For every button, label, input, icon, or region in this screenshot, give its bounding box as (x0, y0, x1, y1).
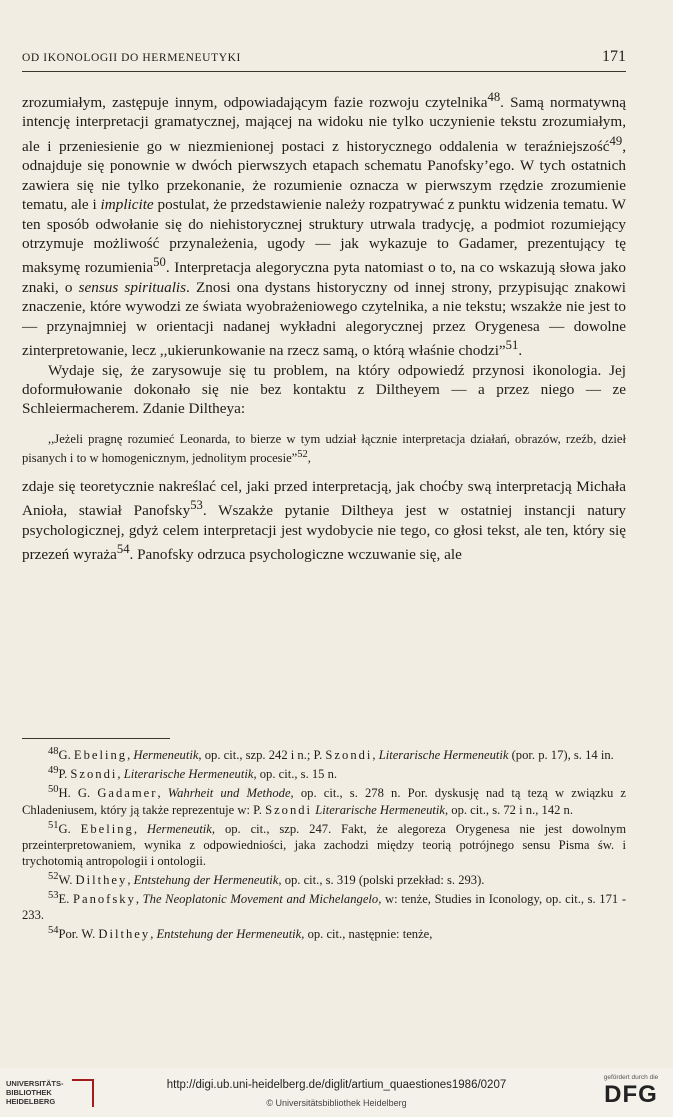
footnote: $^{49}$P. Szondi, Literarische Hermeneutik, op. cit., s. 15 n. (48, 765, 338, 782)
paragraph-2: Wydaje się, że zarysowuje się tu problem, na który odpowiedź przynosi ikonologia. Jej doformułowanie dokonało się nie bez kontaktu z Diltheyem — a przez niego — ze Schleiermacherem. Zdanie Diltheya: (22, 361, 626, 418)
footnote: $^{48}$G. Ebeling, Hermeneutik, op. cit., szp. 242 i n.; P. Szondi, Literarische Hermeneutik (por. p. 17), s. 14 in. (48, 746, 614, 763)
permalink-url[interactable]: http://digi.ub.uni-heidelberg.de/diglit/artium_quaestiones1986/0207 (166, 1079, 507, 1091)
footnote: $^{50}$H. G. Gadamer, Wahrheit und Methode, op. cit., s. 278 n. Por. dyskusję nad tą tezą w związku z Chladeniusem, który ją także reprezentuje w: P. Szondi Literarische Hermeneutik, op. cit., s. 72 i n., 142 n. (22, 784, 626, 817)
footnotes (22, 744, 626, 942)
footnote-title: Wahrheit und Methode (167, 786, 291, 801)
block-quote: ,,Jeżeli pragnę rozumieć Leonarda, to bierze w tym udział łącznie interpretacja działań, obrazów, rzeźb, dzieł pisanych i to w homogenicznym, jednolitym procesie”$^{52}$, (22, 431, 626, 465)
running-header (22, 45, 626, 72)
footnote-author: Szondi (70, 767, 118, 782)
footnote-author: Szondi (265, 802, 313, 817)
footer-bar (0, 1068, 673, 1117)
footnote-title: Hermeneutik (146, 821, 212, 836)
footnote-title: The Neoplatonic Movement and Michelangelo (142, 892, 379, 907)
footnote-author: Szondi (325, 748, 373, 763)
footnote: $^{51}$G. Ebeling, Hermeneutik, op. cit., szp. 247. Fakt, że alegoreza Orygenesa nie jest dowolnym przeinterpretowaniem, wynika z odpowiedniości, jaka zachodzi między teorią potrójnego sensu Pisma św. i trychotomią antropologii i ontologii. (22, 819, 626, 868)
footnote: $^{52}$W. Dilthey, Entstehung der Hermeneutik, op. cit., s. 319 (polski przekład: s. 293). (48, 870, 485, 887)
copyright: © Universitätsbibliothek Heidelberg (266, 1098, 407, 1108)
footnote-title: Literarische Hermeneutik (123, 767, 254, 782)
footnote-number: 52 (48, 870, 59, 882)
footnote-ref[interactable]: 50 (153, 255, 166, 270)
body-text (22, 88, 626, 565)
footnote-number: 50 (48, 784, 59, 796)
running-title: OD IKONOLOGII DO HERMENEUTYKI (22, 52, 241, 64)
footnote: $^{53}$E. Panofsky, The Neoplatonic Movement and Michelangelo, w: tenże, Studies in Iconology, op. cit., s. 171 - 233. (22, 889, 627, 923)
dfg-logo[interactable]: gefördert durch die DFG (603, 1074, 659, 1108)
footnote-ref[interactable]: 48 (487, 90, 501, 104)
footnote-title: Entstehung der Hermeneutik (133, 872, 279, 887)
footnote-author: Ebeling (80, 821, 134, 836)
footnote-author: Dilthey (75, 872, 128, 887)
footnote-number: 49 (48, 765, 59, 777)
footnote-ref[interactable]: 52 (297, 448, 308, 460)
paragraph-3: zdaje się teoretycznie nakreślać cel, jaki przed interpretacją, jak choćby swą interpretacją Michała Anioła, stawiał Panofsky$^{53}$. Wszakże pytanie Diltheya jest w ostatniej instancji natury psychologicznej, gdyż celem interpretacji jest wydobycie nie tego, co głosi tekst, ale ten, który się przezeń wyraża$^{54}$. Panofsky odrzuca psychologiczne wczuwanie się, ale (22, 477, 626, 564)
footnote-ref[interactable]: 49 (609, 133, 623, 148)
footnote-ref[interactable]: 53 (190, 498, 203, 513)
footnote-author: Ebeling (73, 748, 128, 763)
footnote-title: Literarische Hermeneutik (378, 748, 509, 763)
footnote-number: 54 (48, 925, 59, 937)
footnote-number: 53 (48, 889, 59, 901)
footnote-author: Panofsky (72, 892, 136, 907)
footnote-title: Hermeneutik (133, 748, 199, 763)
page-number: 171 (602, 48, 626, 65)
footnote-number: 48 (48, 746, 59, 757)
footnote-number: 51 (48, 819, 59, 831)
paragraph-1: zrozumiałym, zastępuje innym, odpowiadającym fazie rozwoju czytelnika$^{48}$. Samą normatywną intencję interpretacji gramatycznej, mającej na widoku nie tylko uczynienie tekstu zrozumiałym, ale i przeniesienie go w niezmienionej postaci z historycznego oddalenia w teraźniejszość$^{49}$, odnajduje się ponownie w dwóch pierwszych etapach schematu Panofsky’ego. W tych ostatnich zawiera się nie tylko przekonanie, że rozumienie oznacza w pierwszym rzędzie zrozumienie tematu, ale i implicite postulat, że przedstawienie należy rozpatrywać z punktu widzenia tematu. W ten sposób odwołanie się do niehistorycznej struktury utrwala tradycję, a podmiot rozumiejący otrzymuje możliwość przynależenia, ugody — jak wykazuje to Gadamer, prezentujący tę maksymę rozumienia$^{50}$. Interpretacja alegoryczna pyta natomiast o to, na co wskazują słowa jako znaki, o sensus spiritualis. Znosi ona dystans historyczny od innej strony, przypisując znakowi znaczenie, które wywodzi ze świata wyobrażeniowego czytelnika, a nie tekstu; wszakże nie jest to — przynajmniej w orientacji nadanej wykładni alegorycznej przez Orygenesa — dowolne zinterpretowanie, lecz ,,ukierunkowanie na rzecz samą, o którą właśnie chodzi”$^{51}$. (22, 90, 627, 360)
footnote-ref[interactable]: 54 (116, 542, 130, 557)
footnote-title: Literarische Hermeneutik (315, 802, 445, 817)
footnote: $^{54}$Por. W. Dilthey, Entstehung der Hermeneutik, op. cit., następnie: tenże, (48, 925, 433, 942)
footnote-author: Dilthey (98, 927, 151, 942)
footnote-divider (22, 738, 170, 739)
footnote-title: Entstehung der Hermeneutik (156, 927, 302, 942)
footnote-author: Gadamer (97, 786, 158, 801)
library-logo[interactable]: UNIVERSITÄTS- BIBLIOTHEK HEIDELBERG (6, 1079, 96, 1111)
footnote-ref[interactable]: 51 (505, 338, 519, 353)
